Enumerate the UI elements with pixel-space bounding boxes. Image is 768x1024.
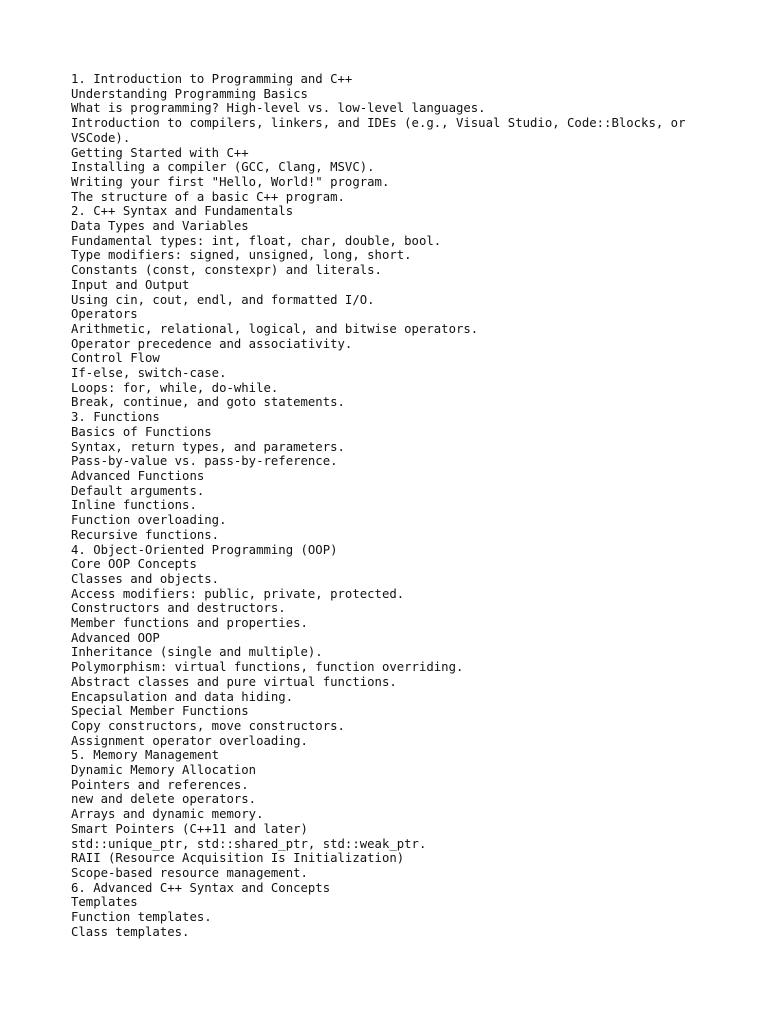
list-item: Inheritance (single and multiple). (71, 645, 323, 660)
subsection-heading: Core OOP Concepts (71, 557, 197, 572)
list-item: Operator precedence and associativity. (71, 336, 353, 351)
list-item: Fundamental types: int, float, char, double, bool. (71, 233, 442, 248)
list-item: Type modifiers: signed, unsigned, long, short. (71, 248, 412, 263)
list-item: std::unique_ptr, std::shared_ptr, std::weak_ptr. (71, 836, 427, 851)
list-item: Default arguments. (71, 483, 205, 498)
list-item: Arithmetic, relational, logical, and bitwise operators. (71, 321, 479, 336)
list-item: Constants (const, constexpr) and literals. (71, 263, 382, 278)
subsection-heading: Control Flow (71, 351, 160, 366)
list-item: Pointers and references. (71, 777, 249, 792)
section-heading: 6. Advanced C++ Syntax and Concepts (71, 880, 331, 895)
subsection-heading: Advanced Functions (71, 468, 205, 483)
list-item: Copy constructors, move constructors. (71, 718, 345, 733)
subsection-heading: Data Types and Variables (71, 219, 249, 234)
section-heading: 2. C++ Syntax and Fundamentals (71, 204, 294, 219)
list-item: Access modifiers: public, private, protected. (71, 586, 405, 601)
list-item: Installing a compiler (GCC, Clang, MSVC). (71, 160, 375, 175)
subsection-heading: Special Member Functions (71, 704, 249, 719)
list-item: What is programming? High-level vs. low-level languages. (71, 101, 486, 116)
subsection-heading: RAII (Resource Acquisition Is Initialization) (71, 851, 405, 866)
section-heading: 5. Memory Management (71, 748, 220, 763)
section-heading: 3. Functions (71, 410, 160, 425)
list-item: Loops: for, while, do-while. (71, 380, 279, 395)
list-item: Function overloading. (71, 513, 227, 528)
list-item: Classes and objects. (71, 571, 220, 586)
list-item: Constructors and destructors. (71, 601, 286, 616)
document-page (71, 72, 711, 939)
subsection-heading: Basics of Functions (71, 424, 212, 439)
section-heading: 4. Object-Oriented Programming (OOP) (71, 542, 338, 557)
subsection-heading: Templates (71, 895, 138, 910)
list-item: Polymorphism: virtual functions, function overriding. (71, 660, 464, 675)
section-heading: 1. Introduction to Programming and C++ (71, 72, 353, 86)
subsection-heading: Operators (71, 307, 138, 322)
list-item: Syntax, return types, and parameters. (71, 439, 345, 454)
subsection-heading: Dynamic Memory Allocation (71, 763, 257, 778)
subsection-heading: Understanding Programming Basics (71, 86, 308, 101)
list-item: If-else, switch-case. (71, 366, 227, 381)
list-item: Break, continue, and goto statements. (71, 395, 345, 410)
subsection-heading: Smart Pointers (C++11 and later) (71, 821, 308, 836)
list-item: Member functions and properties. (71, 616, 308, 631)
list-item: Recursive functions. (71, 527, 220, 542)
subsection-heading: Input and Output (71, 277, 190, 292)
subsection-heading: Advanced OOP (71, 630, 160, 645)
list-item: Encapsulation and data hiding. (71, 689, 294, 704)
list-item: Introduction to compilers, linkers, and IDEs (e.g., Visual Studio, Code::Blocks, or VSCode). (71, 116, 693, 145)
list-item: Pass-by-value vs. pass-by-reference. (71, 454, 338, 469)
list-item: Assignment operator overloading. (71, 733, 308, 748)
list-item: Arrays and dynamic memory. (71, 807, 264, 822)
list-item: Using cin, cout, endl, and formatted I/O. (71, 292, 375, 307)
list-item: Class templates. (71, 924, 190, 939)
list-item: Inline functions. (71, 498, 197, 513)
list-item: Abstract classes and pure virtual functions. (71, 674, 397, 689)
subsection-heading: Getting Started with C++ (71, 145, 249, 160)
list-item: The structure of a basic C++ program. (71, 189, 345, 204)
list-item: Scope-based resource management. (71, 865, 308, 880)
list-item: Writing your first "Hello, World!" program. (71, 174, 390, 189)
list-item: new and delete operators. (71, 792, 257, 807)
list-item: Function templates. (71, 910, 212, 925)
